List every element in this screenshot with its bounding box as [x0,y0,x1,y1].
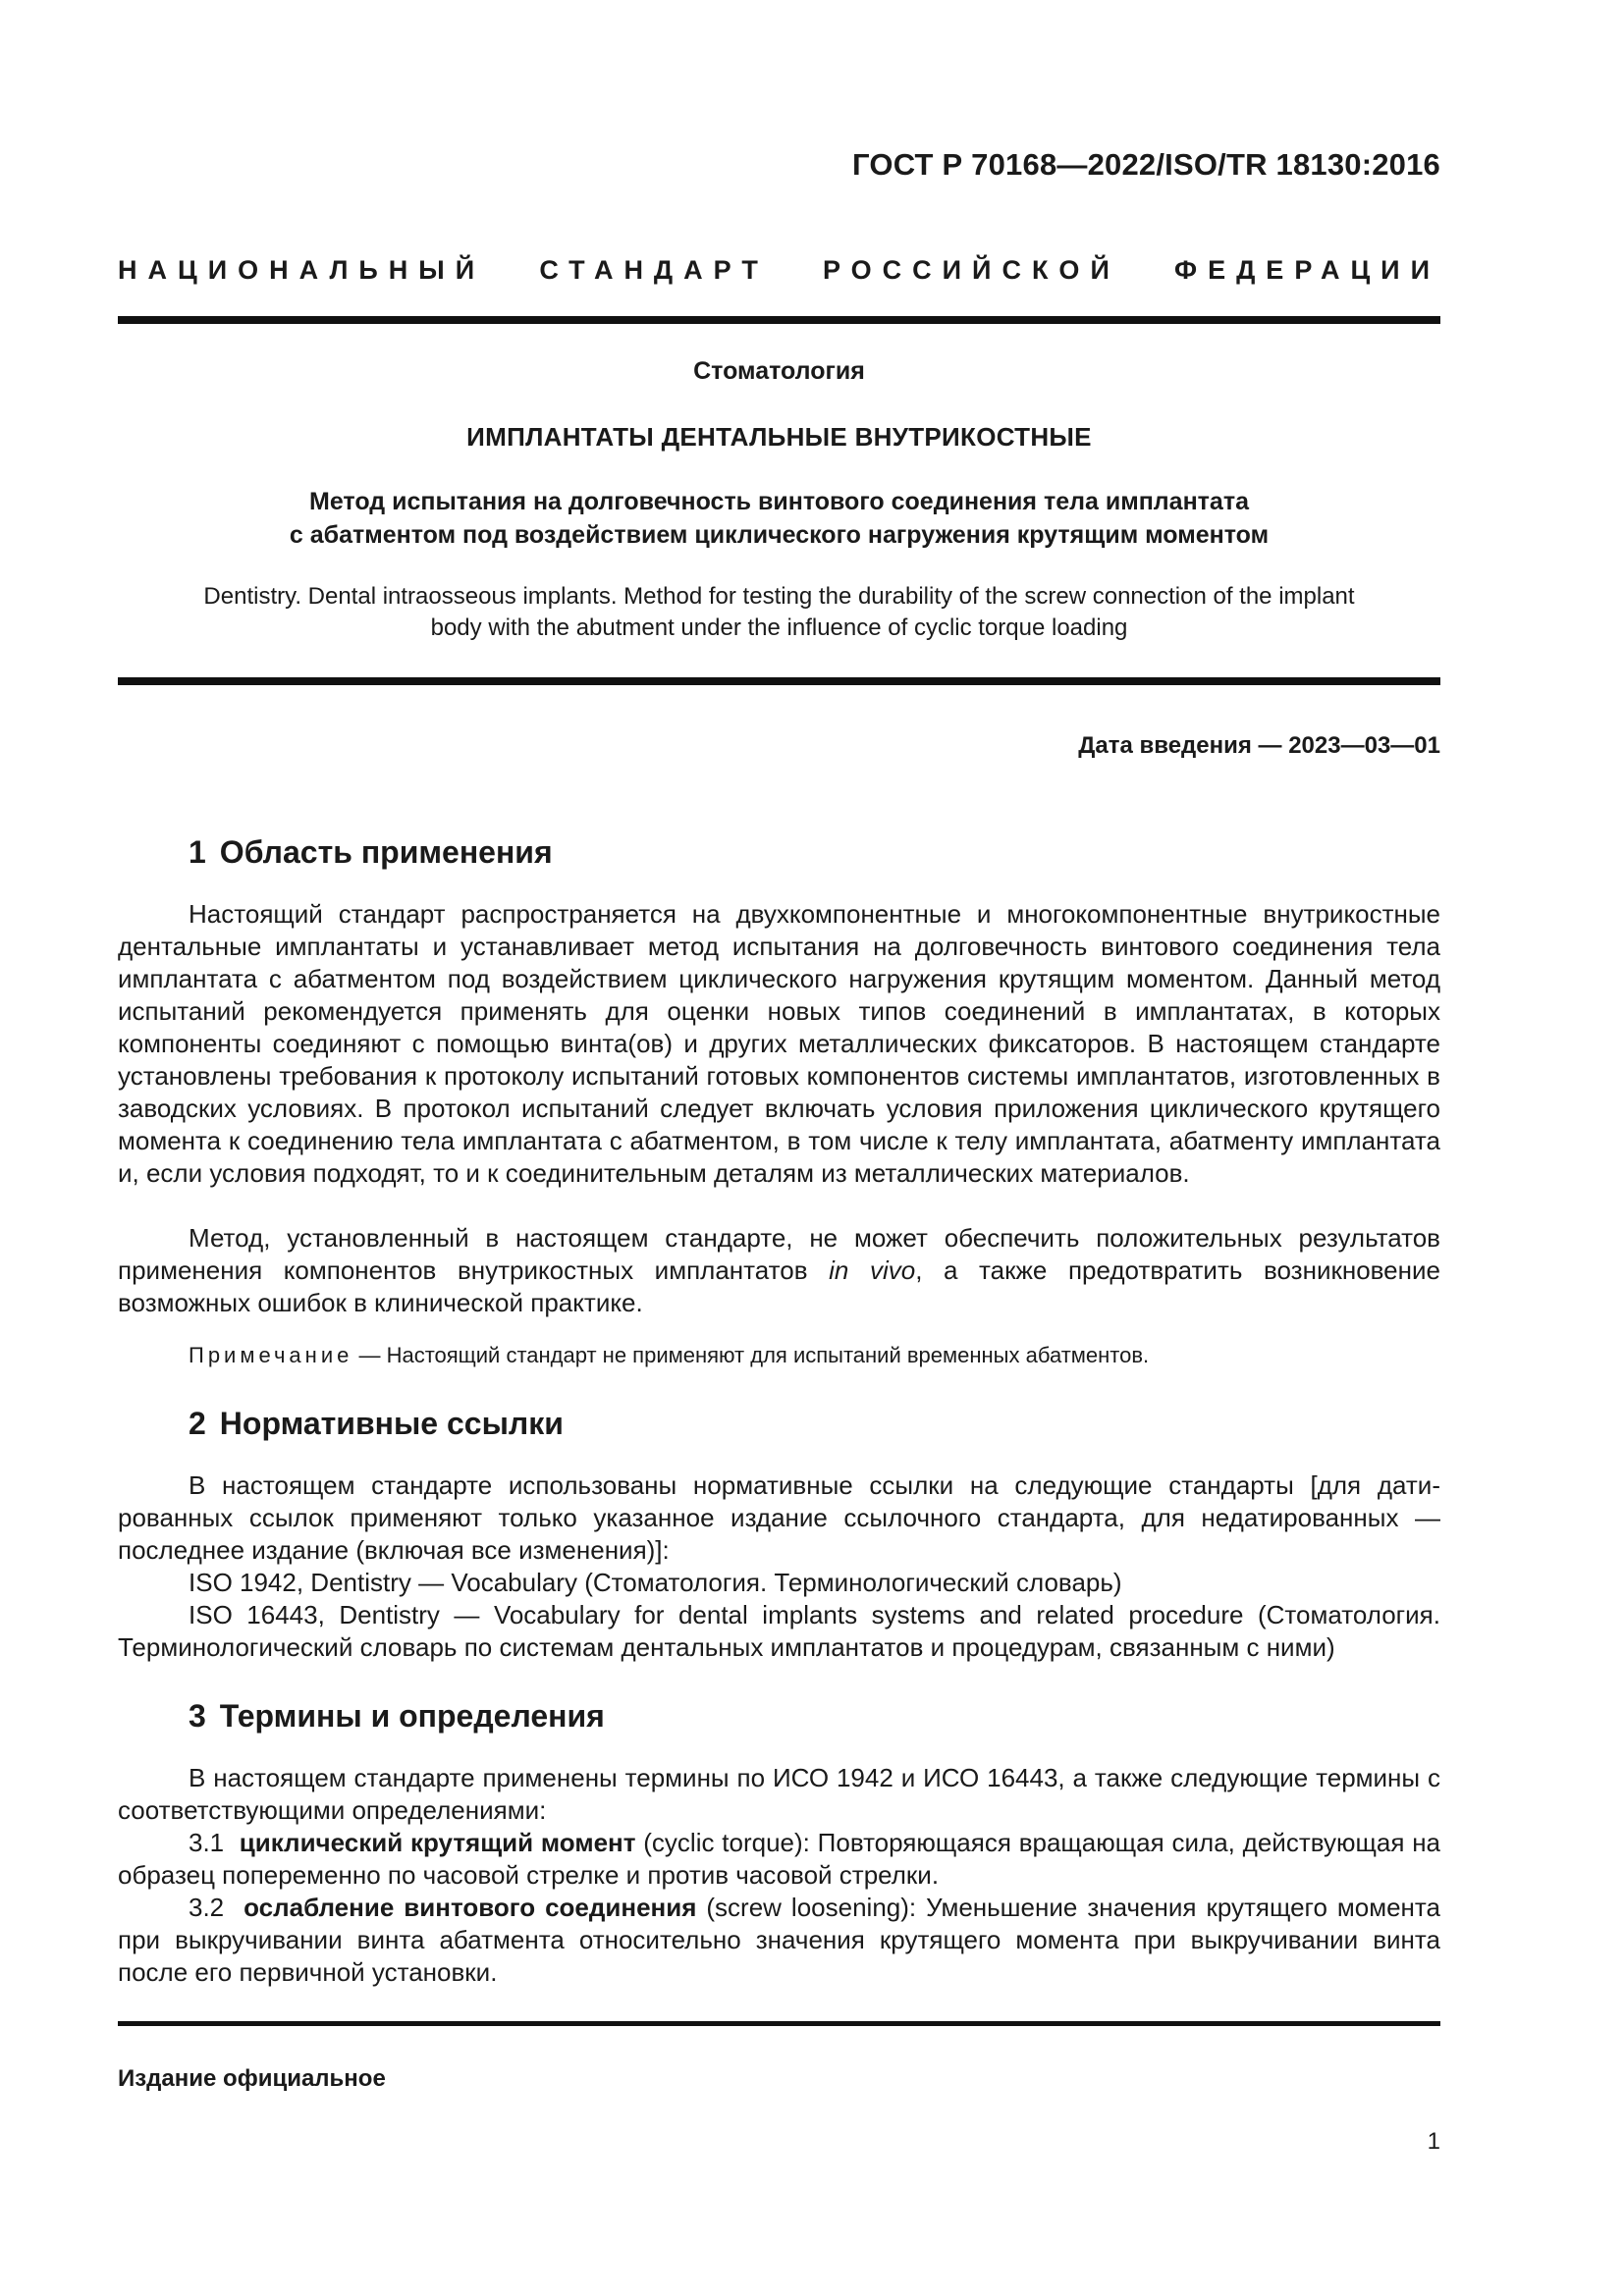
introduction-date: Дата введения — 2023—03—01 [1078,732,1440,759]
section-1-heading [189,834,553,871]
english-title-line1: Dentistry. Dental intraosseous implants. Method for testing the durability of the screw connection of the implant [203,583,1355,610]
reference-iso-16443: ISO 16443, Dentistry — Vocabulary for dental implants systems and related procedure (Стоматология. Терминологический словарь по системам дентальных имплантатов и процедурам, связанным с ними) [118,1600,1440,1662]
top-divider [118,316,1440,324]
term-name: циклический крутящий момент [239,1828,636,1857]
term-definition: (screw loosening): Уменьшение значения крутящего момента при выкручивании винта абатмента относительно значения крутящего момента при выкручивании винта после его первичной установки. [118,1893,1440,1987]
section-2-heading [189,1406,564,1442]
italic-term: in vivo [829,1255,916,1285]
note-label: Примечание [189,1343,353,1367]
section-1-title: Область применения [219,834,553,870]
title-divider [118,677,1440,685]
section-3-number: 3 [189,1698,206,1734]
english-title [118,581,1440,644]
english-title-line2: body with the abutment under the influence of cyclic torque loading [430,614,1128,641]
section-2-number: 2 [189,1406,206,1441]
footer-divider [118,2021,1440,2026]
note [189,1341,1149,1370]
term-3-2 [118,1892,1440,1989]
section-1-number: 1 [189,834,206,870]
term-name: ослабление винтового соединения [244,1893,697,1922]
russian-title-line1: Метод испытания на долговечность винтового соединения тела имплантата [309,488,1249,515]
reference-iso-1942: ISO 1942, Dentistry — Vocabulary (Стоматология. Терминологический словарь) [189,1568,1122,1597]
product-title: ИМПЛАНТАТЫ ДЕНТАЛЬНЫЕ ВНУТРИКОСТНЫЕ [466,422,1092,452]
official-edition-label: Издание официальное [118,2065,386,2092]
document-number: ГОСТ Р 70168—2022/ISO/TR 18130:2016 [852,147,1440,182]
term-definition: (cyclic torque): Повторяющаяся вращающая сила, действующая на образец попеременно по часовой стрелке и против часовой стрелки. [118,1828,1441,1890]
section-3-heading [189,1698,605,1735]
section-2-paragraph: В настоящем стандарте использованы нормативные ссылки на следующие стандарты [для датированных ссылок применяют только указанное издание ссылочного стандарта, для недатированных — последнее издание (включая все изменения)]: [118,1470,1440,1565]
section-1-paragraph-2 [118,1222,1440,1319]
term-number: 3.1 [189,1828,225,1857]
russian-title [118,485,1440,552]
russian-title-line2: с абатментом под воздействием циклического нагружения крутящим моментом [289,521,1270,549]
section-2-title: Нормативные ссылки [219,1406,564,1441]
field-title: Стоматология [693,357,865,385]
section-3-paragraph: В настоящем стандарте применены термины по ИСО 1942 и ИСО 16443, а также следующие термины с соответствующими определениями: [118,1763,1440,1825]
section-3-title: Термины и определения [219,1698,605,1734]
page-number: 1 [1427,2128,1440,2155]
term-3-1 [118,1827,1440,1892]
paragraph-text: Метод, установленный в настоящем стандарте, не может обеспечить положительных результатов применения компонентов внутрикостных имплантатов [118,1223,1440,1285]
note-text: — Настоящий стандарт не применяют для испытаний временных абатментов. [352,1343,1150,1367]
paragraph-text: , а также предотвратить возникновение возможных ошибок в клинической практике. [118,1255,1440,1317]
standard-type-heading: НАЦИОНАЛЬНЫЙ СТАНДАРТ РОССИЙСКОЙ ФЕДЕРАЦИИ [118,255,1440,285]
term-number: 3.2 [189,1893,225,1922]
section-1-paragraph-1: Настоящий стандарт распространяется на двухкомпонентные и многокомпонентные внутрикостные дентальные имплантаты и устанавливает метод испытания на долговечность винтового соединения тела имплантата с абатментом под воздействием циклического нагружения крутящим моментом. Данный метод испытаний рекомендуется применять для оценки новых типов соединений в имплантатах, в которых компоненты соединяют с помощью винта(ов) и других металлических фиксаторов. В настоящем стандарте установлены требования к протоколу испытаний готовых компонентов системы имплантатов, изготовленных в заводских условиях. В протокол испытаний следует включать условия приложения циклического крутящего момента к соединению тела имплантата с абатментом, в том числе к телу имплантата, абатменту имплантата и, если условия подходят, то и к соединительным деталям из металлических материалов. [118,899,1440,1188]
